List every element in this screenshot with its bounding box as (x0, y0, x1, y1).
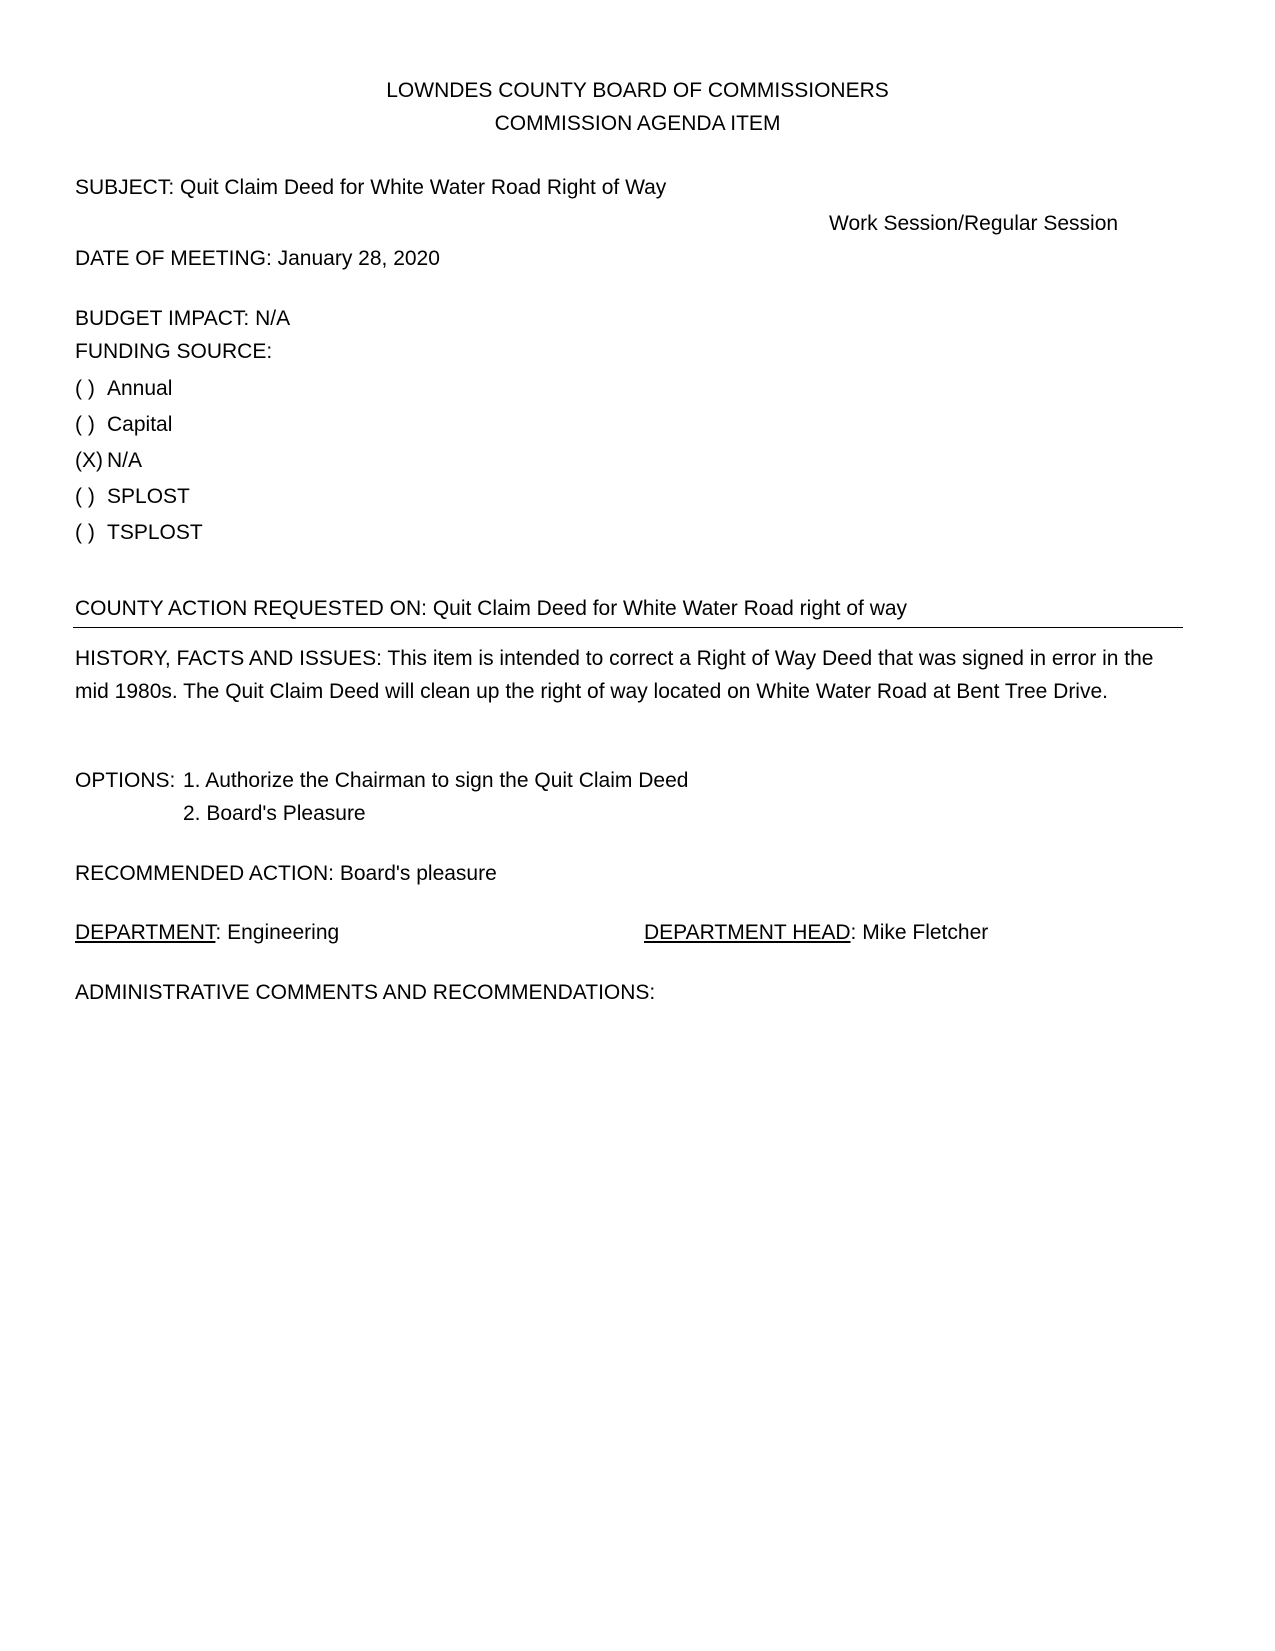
department (75, 920, 339, 946)
funding-option-mark: ( ) (75, 413, 95, 436)
funding-option-label: SPLOST (107, 485, 190, 508)
administrative-comments: ADMINISTRATIVE COMMENTS AND RECOMMENDATIONS: (75, 981, 656, 1004)
option-item: 1. Authorize the Chairman to sign the Quit Claim Deed (183, 769, 689, 792)
funding-option-label: TSPLOST (107, 521, 203, 544)
funding-option-mark: ( ) (75, 377, 95, 400)
funding-option-annual (75, 376, 172, 402)
funding-option-mark: ( ) (75, 485, 95, 508)
header-subtitle: COMMISSION AGENDA ITEM (494, 112, 781, 135)
date-of-meeting: DATE OF MEETING: January 28, 2020 (75, 247, 440, 270)
funding-source-label: FUNDING SOURCE: (75, 340, 273, 363)
header-title: LOWNDES COUNTY BOARD OF COMMISSIONERS (386, 79, 889, 102)
funding-option-mark: (X) (75, 449, 103, 472)
funding-option-label: Capital (107, 413, 173, 436)
department-value: : Engineering (215, 921, 340, 944)
funding-option-splost (75, 484, 190, 510)
department-head (644, 920, 988, 946)
funding-option-tsplost (75, 520, 203, 546)
section-divider (73, 627, 1183, 628)
option-item: 2. Board's Pleasure (183, 802, 366, 825)
session-type: Work Session/Regular Session (829, 212, 1119, 235)
funding-option-capital (75, 412, 172, 438)
history-facts-issues: HISTORY, FACTS AND ISSUES: This item is intended to correct a Right of Way Deed that was signed in error in the mid 1980s. The Quit Claim Deed will clean up the right of way located on White Water Road at Bent Tree Drive. (75, 647, 1154, 703)
county-action-requested: COUNTY ACTION REQUESTED ON: Quit Claim Deed for White Water Road right of way (75, 597, 908, 620)
recommended-action: RECOMMENDED ACTION: Board's pleasure (75, 862, 497, 885)
budget-impact: BUDGET IMPACT: N/A (75, 307, 291, 330)
options-label: OPTIONS: (75, 769, 176, 792)
funding-option-label: N/A (107, 449, 143, 472)
department-head-value: : Mike Fletcher (850, 921, 989, 944)
funding-option-label: Annual (107, 377, 173, 400)
subject-line: SUBJECT: Quit Claim Deed for White Water Road Right of Way (75, 176, 667, 199)
funding-option-na (75, 448, 142, 474)
department-head-label: DEPARTMENT HEAD (644, 921, 851, 944)
department-label: DEPARTMENT (75, 921, 216, 944)
funding-option-mark: ( ) (75, 521, 95, 544)
